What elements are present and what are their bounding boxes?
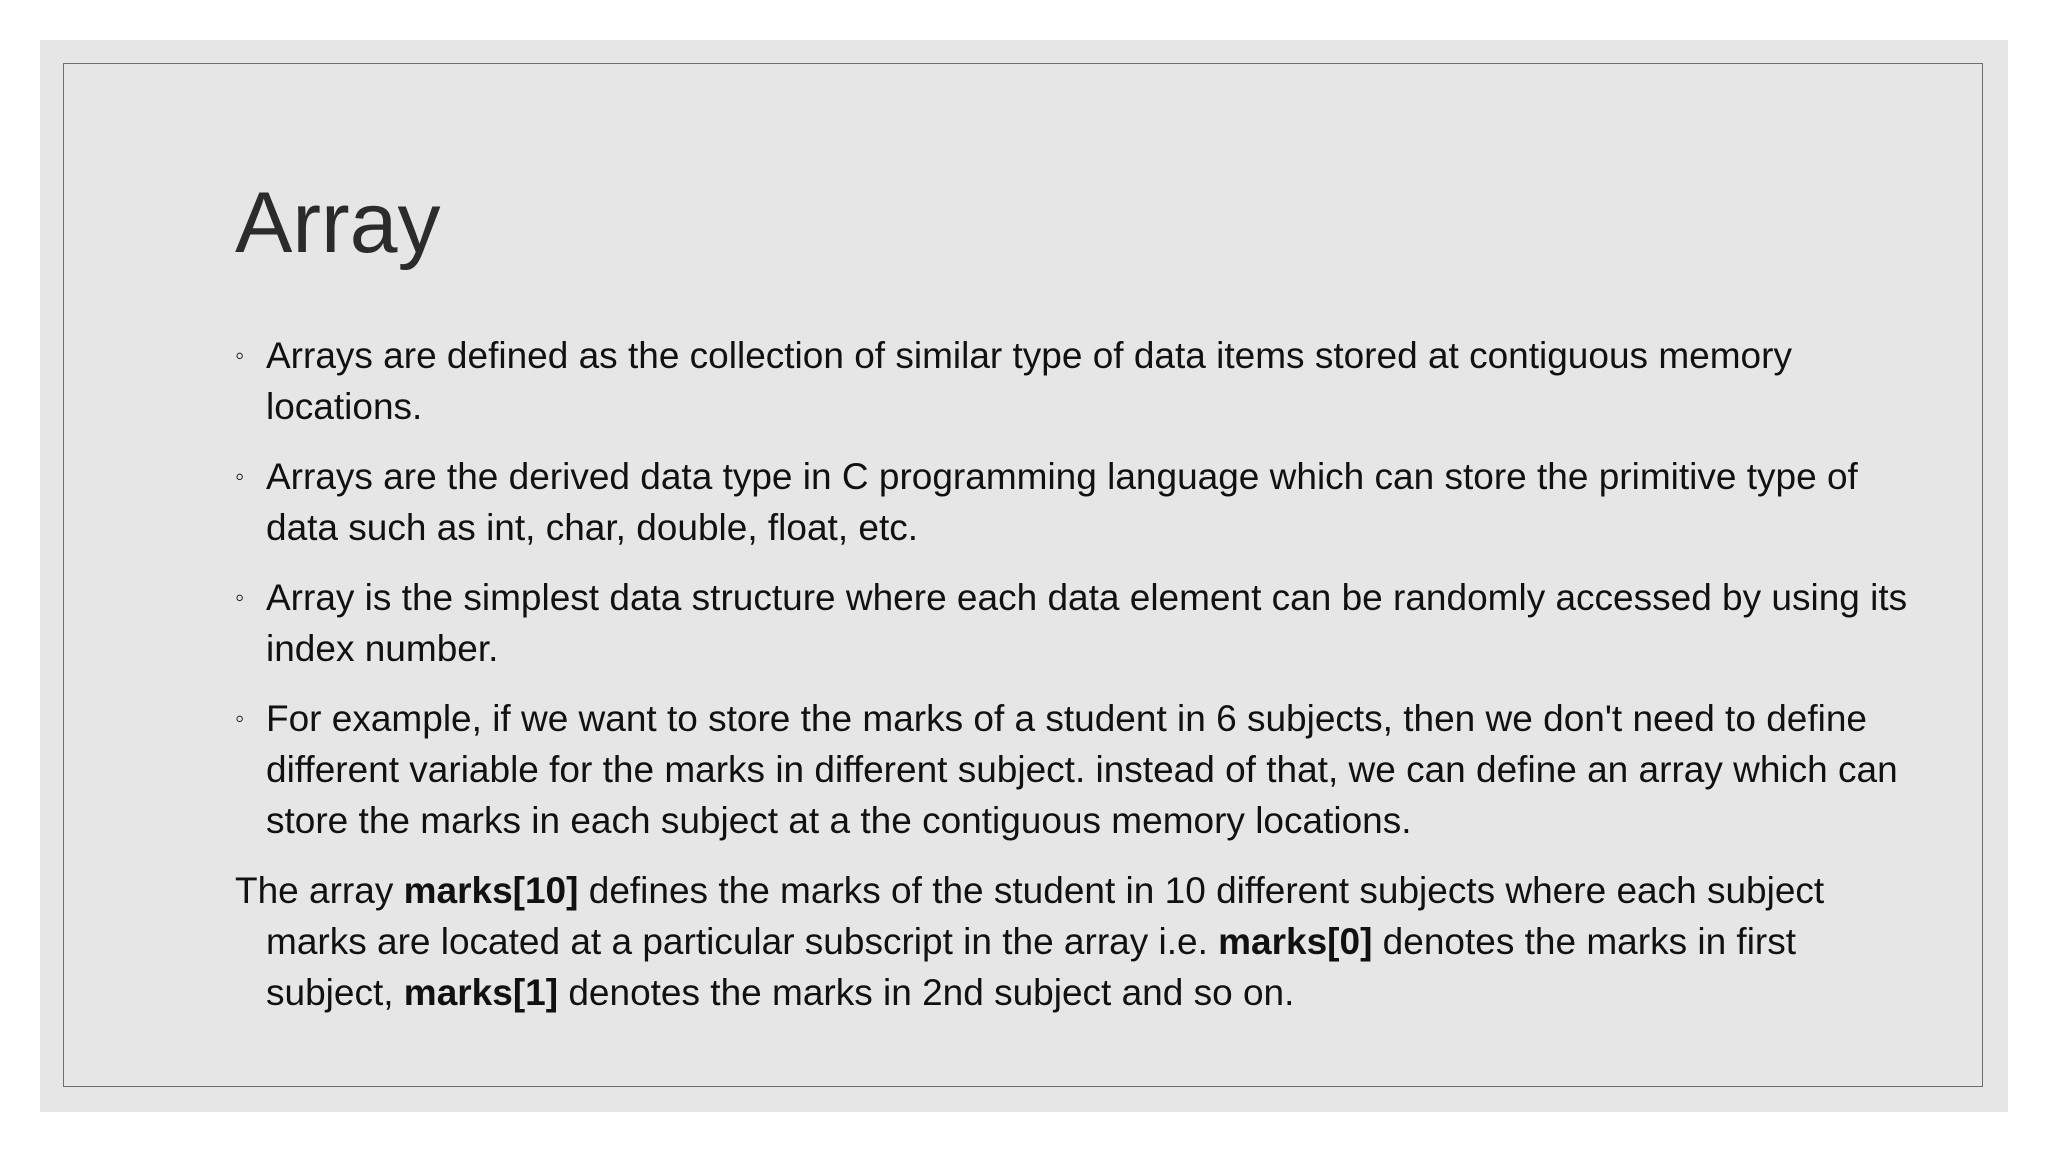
bullet-circle-icon: ◦ (235, 461, 245, 491)
bullet-circle-icon: ◦ (235, 703, 245, 733)
code-term: marks[10] (403, 870, 579, 911)
body-paragraph (235, 865, 1925, 1018)
code-term: marks[0] (1218, 921, 1373, 962)
slide-body (235, 330, 1925, 1018)
slide-title: Array (235, 175, 441, 271)
bullet-item (235, 693, 1925, 846)
paragraph-text: defines the marks of the student in 10 different subjects where each subject marks are located at a particular subscript in the array i.e. (266, 870, 1825, 962)
bullet-circle-icon: ◦ (235, 340, 245, 370)
bullet-circle-icon: ◦ (235, 582, 245, 612)
code-term: marks[1] (403, 972, 559, 1013)
paragraph-text: The array (235, 870, 404, 911)
bullet-text: Arrays are defined as the collection of similar type of data items stored at contiguous memory locations. (266, 335, 1792, 427)
bullet-text: Arrays are the derived data type in C programming language which can store the primitive type of data such as int, char, double, float, etc. (266, 456, 1858, 548)
paragraph-text: denotes the marks in 2nd subject and so on. (558, 972, 1295, 1013)
paragraph-text: denotes the marks in first subject, (266, 921, 1797, 1013)
bullet-item (235, 572, 1925, 674)
bullet-text: Array is the simplest data structure where each data element can be randomly accessed by using its index number. (266, 577, 1908, 669)
bullet-item (235, 451, 1925, 553)
bullet-item (235, 330, 1925, 432)
bullet-text: For example, if we want to store the marks of a student in 6 subjects, then we don't need to define different variable for the marks in different subject. instead of that, we can define an array which can store the marks in each subject at a the contiguous memory locations. (266, 698, 1898, 841)
slide (40, 40, 2008, 1112)
